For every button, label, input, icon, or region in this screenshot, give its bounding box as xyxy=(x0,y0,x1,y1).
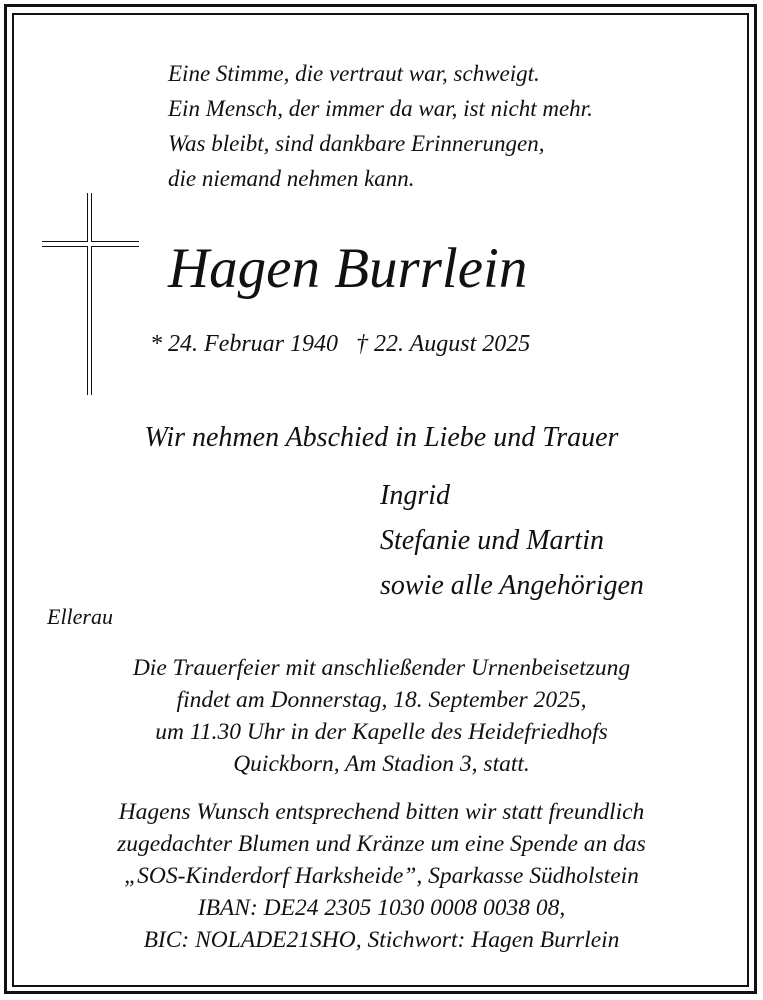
poem-line-1: Eine Stimme, die vertraut war, schweigt. xyxy=(168,61,540,86)
ceremony-line-2: findet am Donnerstag, 18. September 2025, xyxy=(176,687,587,713)
place: Ellerau xyxy=(47,604,113,629)
farewell-line: Wir nehmen Abschied in Liebe und Trauer xyxy=(144,422,619,453)
poem-line-3: Was bleibt, sind dankbare Erinnerungen, xyxy=(168,131,545,156)
donation-line-3: „SOS-Kinderdorf Harksheide”, Sparkasse Südholstein xyxy=(124,863,639,889)
donation-line-5: BIC: NOLADE21SHO, Stichwort: Hagen Burrlein xyxy=(143,927,620,953)
poem-line-2: Ein Mensch, der immer da war, ist nicht mehr. xyxy=(168,96,593,121)
mourner-2: Stefanie und Martin xyxy=(380,525,604,556)
donation-line-2: zugedachter Blumen und Kränze um eine Spende an das xyxy=(117,831,646,857)
donation-line-1: Hagens Wunsch entsprechend bitten wir statt freundlich xyxy=(118,799,645,825)
mourner-3: sowie alle Angehörigen xyxy=(380,570,644,601)
donation-line-4: IBAN: DE24 2305 1030 0008 0038 08, xyxy=(197,895,566,921)
life-dates xyxy=(150,331,530,358)
deceased-name: Hagen Burrlein xyxy=(168,237,528,300)
poem-line-4: die niemand nehmen kann. xyxy=(168,166,415,191)
ceremony-line-1: Die Trauerfeier mit anschließender Urnenbeisetzung xyxy=(132,655,631,681)
death-date: † 22. August 2025 xyxy=(356,331,531,357)
mourner-1: Ingrid xyxy=(380,480,450,511)
ceremony-line-3: um 11.30 Uhr in der Kapelle des Heidefriedhofs xyxy=(155,719,608,745)
birth-date: * 24. Februar 1940 xyxy=(150,331,338,357)
ceremony-line-4: Quickborn, Am Stadion 3, statt. xyxy=(233,751,530,777)
